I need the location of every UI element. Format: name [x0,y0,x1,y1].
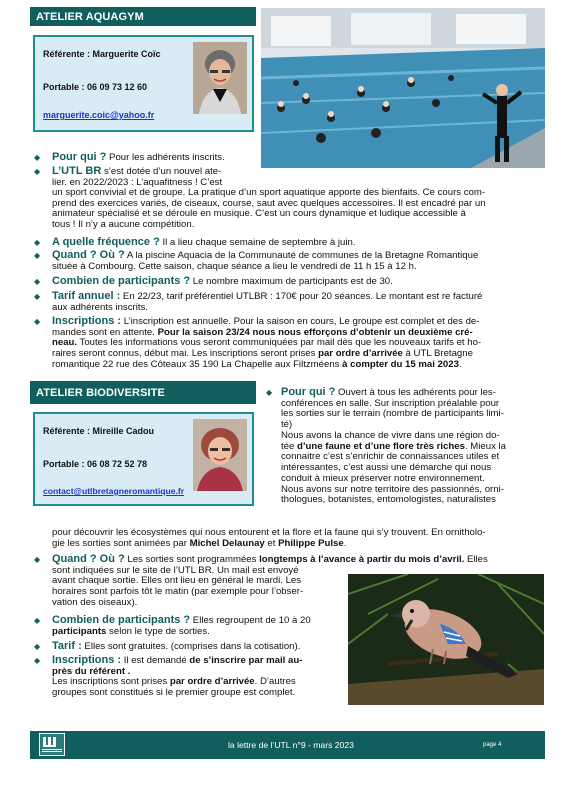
biodiversite-contact-card [33,412,254,506]
bullet-icon: ◆ [34,642,41,651]
footer-text: la lettre de l’UTL n°9 - mars 2023 [228,740,354,750]
text-line: selon le type de sorties. [106,625,210,637]
text-line: lier. en 2022/2023 : L’aquafitness ! C’est [52,176,223,188]
aquagym-q-tarif: Tarif annuel : [52,290,121,302]
text-line: animateur spécialisé et se déroule en musique. C’est un cours dynamique et ludique accessible à [52,208,466,220]
biodiversite-referente: Référente : Mireille Cadou [43,426,155,436]
text-line: vation des oiseaux). [52,596,138,608]
aquagym-a-pour-qui: Pour les adhérents inscrits. [106,152,225,163]
aquagym-contact-card [33,35,254,132]
utl-logo-icon [39,733,65,756]
page-footer [30,731,545,759]
text-line: à UTL Bretagne [402,348,473,360]
bullet-icon: ◆ [34,167,41,176]
text-line: conférences en salle. Sur inscription préalable pour [281,397,500,409]
bullet-icon: ◆ [266,388,273,397]
text-line: tous ! Il n’y a aucune compétition. [52,219,195,231]
text-line: . [343,537,347,549]
aquagym-email-link[interactable]: marguerite.coic@yahoo.fr [43,110,155,120]
text-line: . [458,358,462,370]
text-bold: participants [52,625,107,637]
aquagym-q-utl: L’UTL BR [52,165,102,177]
text-line: avant chaque sortie. Elles ont lieu en général le mardi. Les [52,575,302,587]
text-bold: d’une faune et d’une flore très riches [297,440,465,452]
aquagym-q-combien: Combien de participants ? [52,275,191,287]
text-line: horaires sont parfois tôt le matin (par exemple pour l’obser- [52,586,304,598]
bullet-icon: ◆ [34,656,41,665]
text-line: groupes sont constitués si le premier groupe est complet. [52,687,296,699]
text-line: Elles [464,554,488,565]
text-line: les sorties sur le terrain (nombre de participants limi- [281,408,504,420]
text-line: A la piscine Aquacia de la Communauté de communes de la Bretagne Romantique [124,250,479,261]
bullet-icon: ◆ [34,555,41,564]
text-line: Il est demandé [121,655,190,666]
text-line: Nous avons sur notre territoire des passionnés, orni- [281,483,504,495]
bullet-icon: ◆ [34,292,41,301]
text-line: Elles regroupent de 10 à 20 [190,615,311,626]
aquagym-q-frequence: A quelle fréquence ? [52,236,160,248]
text-line: pour découvrir les écosystèmes qui nous entourent et la flore et la faune qui s’y trouvent. En ornitholo- [52,527,486,538]
text-line: un sport convivial et de groupe. La pratique d’un sport aquatique apporte des bienfaits. Ce cours com- [52,187,486,198]
text-line: et [264,537,279,549]
referente-photo [193,419,247,491]
text-bold: par ordre d’arrivée [169,676,255,688]
biodiversite-header: ATELIER BIODIVERSITE [30,381,256,404]
text-line: . D’autres [254,676,296,688]
bullet-icon: ◆ [34,238,41,247]
text-line: té) [281,419,293,431]
referente-photo [193,42,247,114]
text-line: Nous avons la chance de vivre dans une région do- [281,429,500,441]
text-line: sont indiquées sur le site de l’UTL BR. Un mail est envoyé [52,564,299,576]
text-line: L’inscription est annuelle. Pour la saison en cours, Le groupe est complet et des de- [121,316,480,327]
bullet-icon: ◆ [34,317,41,326]
biodiversite-q-pour-qui: Pour qui ? [281,386,336,398]
text-line: mandes sont en attente. [52,326,158,338]
aquagym-referente: Référente : Marguerite Coïc [43,49,161,59]
biodiversite-q-inscriptions: Inscriptions : [52,654,122,666]
biodiversite-q-tarif: Tarif : [52,640,82,652]
text-bold: neau. [52,337,78,349]
text-line: Les sorties sont programmées [124,554,260,565]
text-line: Ouvert à tous les adhérents pour les- [335,387,496,398]
text-line: s’est dotée d’un nouvel ate- [101,166,222,177]
text-bold: Pour la saison 23/24 nous nous efforçons d’obtenir un deuxième cré- [157,326,473,338]
biodiversite-portable: Portable : 06 08 72 52 78 [43,459,148,469]
text-line: Il a lieu chaque semaine de septembre à juin. [159,237,356,248]
aquagym-q-quand: Quand ? Où ? [52,249,125,261]
text-line: prend des exercices variés, de ciseaux, course, saut avec quelques accessoires. Il est encadré par un [52,197,486,209]
text-line: connaitre c’est s’enrichir de connaissances utiles et [281,451,500,463]
text-line: Toutes les informations vous seront communiquées par mail dès que les nouveaux tarifs et ho- [77,337,482,349]
text-line: conduit à mieux préserver notre environnement. [281,472,485,484]
aquagym-pool-photo [261,8,545,168]
text-bold: longtemps à l’avance à partir du mois d’avril. [259,554,465,565]
page-number: page 4 [483,742,502,748]
text-line: tée [281,440,298,452]
text-bold: Michel Delaunay [189,537,265,549]
text-bold: Philippe Pulse [278,537,344,549]
bullet-icon: ◆ [34,251,41,260]
aquagym-header: ATELIER AQUAGYM [30,7,256,26]
text-bold: près du référent . [52,665,131,677]
biodiversite-q-combien: Combien de participants ? [52,614,191,626]
bullet-icon: ◆ [34,616,41,625]
text-bold: par ordre d’arrivée [318,348,403,360]
aquagym-q-pour-qui: Pour qui ? [52,151,107,163]
text-line: romantique 22 rue des Côteaux 35 190 La Chapelle aux Filtzméens [52,358,343,370]
aquagym-portable: Portable : 06 09 73 12 60 [43,82,148,92]
biodiversite-email-link[interactable]: contact@utlbretagneromantique.fr [43,486,185,496]
text-line: raires seront connus, début mai. Les inscriptions seront prises [52,348,319,360]
jay-bird-photo [348,574,544,705]
text-line: Le nombre maximum de participants est de 30. [190,276,393,287]
bullet-icon: ◆ [34,153,41,162]
text-bold: de s’inscrire par mail au- [189,655,303,666]
text-bold: à compter du 15 mai 2023 [342,358,459,370]
text-line: aux adhérents inscrits. [52,301,148,313]
text-line: . Mieux la [464,440,507,452]
text-line: Les inscriptions sont prises [52,676,170,688]
text-line: Elles sont gratuites. (comprises dans la cotisation). [81,641,301,652]
text-line: thologues, botanistes, entomologistes, naturalistes [281,494,496,506]
aquagym-q-inscriptions: Inscriptions : [52,315,122,327]
text-line: située à Combourg. Cette saison, chaque séance a lieu le vendredi de 11 h 15 à 12 h. [52,260,417,272]
biodiversite-q-quand: Quand ? Où ? [52,553,125,565]
text-line: gie les sorties sont animées par [52,537,190,549]
text-line: intéressantes, c’est aussi une démarche qui nous [281,462,492,474]
text-line: En 22/23, tarif préférentiel UTLBR : 170€ pour 20 séances. Le montant est re facturé [120,291,483,302]
bullet-icon: ◆ [34,277,41,286]
